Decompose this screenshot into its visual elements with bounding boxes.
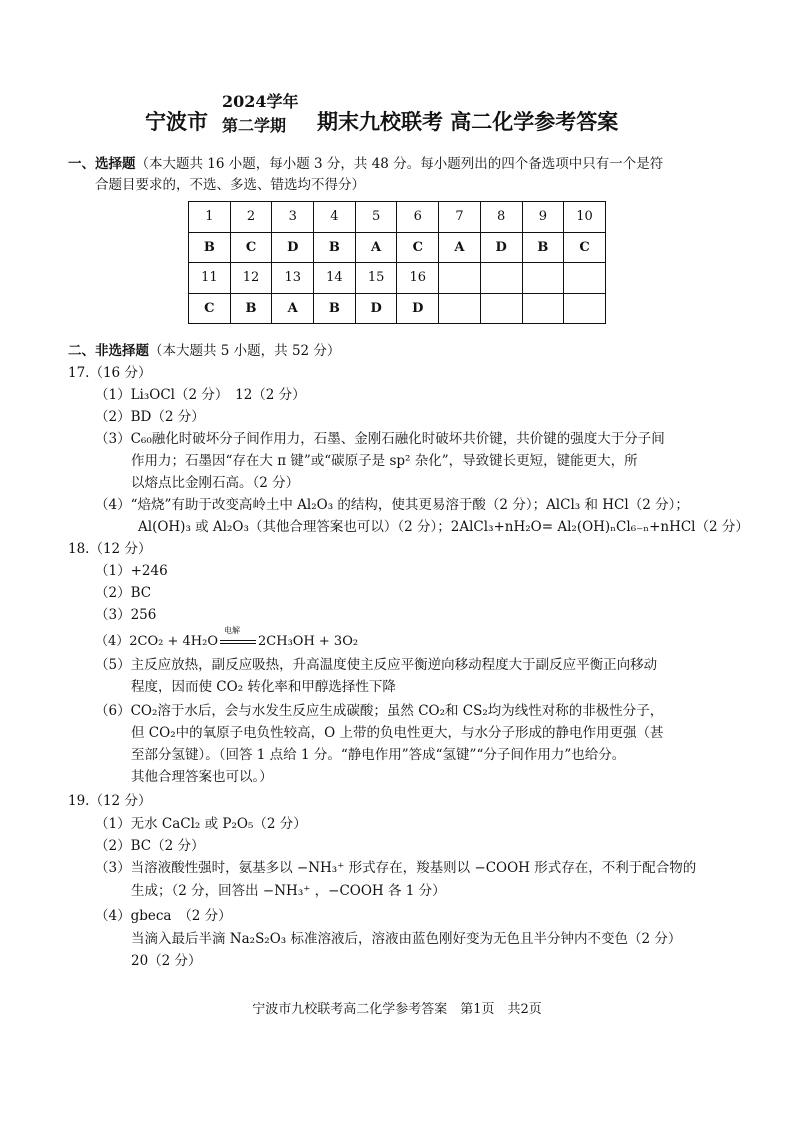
q17-part2: （2）BD（2 分） xyxy=(95,409,205,425)
q17-part3-line1: （3）C₆₀融化时破坏分子间作用力，石墨、金刚石融化时破坏共价键，共价键的强度大于分子间 xyxy=(95,431,665,447)
table-cell: A xyxy=(355,232,397,263)
table-cell: 4 xyxy=(314,202,356,233)
table-cell: 10 xyxy=(564,202,606,233)
section1-line1 xyxy=(68,155,663,173)
table-cell: 14 xyxy=(314,263,356,294)
equation-left: 2CO₂ + 4H₂O xyxy=(129,634,219,649)
q18-header: 18.（12 分） xyxy=(68,541,152,557)
q19-part4-line3: 20（2 分） xyxy=(131,953,202,969)
table-cell: C xyxy=(189,293,231,324)
equation-condition: 电解 xyxy=(224,625,241,635)
table-row-numbers-2 xyxy=(189,263,606,294)
table-cell xyxy=(522,293,564,324)
table-cell: C xyxy=(564,232,606,263)
answer-table xyxy=(188,201,606,324)
q19-part4-line2: 当滴入最后半滴 Na₂S₂O₃ 标准溶液后，溶液由蓝色刚好变为无色且半分钟内不变色（2 分） xyxy=(131,931,682,947)
q18-part3: （3）256 xyxy=(95,607,157,623)
table-cell: B xyxy=(189,232,231,263)
title-city: 宁波市 xyxy=(145,109,208,134)
table-cell: 16 xyxy=(397,263,439,294)
table-cell: C xyxy=(397,232,439,263)
table-cell xyxy=(564,263,606,294)
q18-part6-line2: 但 CO₂中的氧原子电负性较高，O 上带的负电性更大，与水分子形成的静电作用更强（甚 xyxy=(131,725,664,741)
table-cell: 6 xyxy=(397,202,439,233)
table-cell: 8 xyxy=(480,202,522,233)
table-cell: D xyxy=(272,232,314,263)
table-cell xyxy=(439,293,481,324)
table-cell xyxy=(564,293,606,324)
q17-part4-line2: Al(OH)₃ 或 Al₂O₃（其他合理答案也可以）（2 分）；2AlCl₃+nH₂O= Al₂(OH)ₙCl₆₋ₙ+nHCl（2 分） xyxy=(138,519,749,535)
table-cell: 15 xyxy=(355,263,397,294)
title-main: 期末九校联考 高二化学参考答案 xyxy=(317,109,619,134)
section2-desc: （本大题共 5 小题，共 52 分） xyxy=(149,343,341,359)
title-year: 2024学年 xyxy=(222,92,299,111)
section2-line xyxy=(68,342,340,360)
table-cell xyxy=(522,263,564,294)
q17-header: 17.（16 分） xyxy=(68,365,152,381)
table-cell: D xyxy=(355,293,397,324)
table-cell: 12 xyxy=(230,263,272,294)
table-cell: 11 xyxy=(189,263,231,294)
q19-part3-line2: 生成；（2 分，回答出 −NH₃⁺ ，−COOH 各 1 分） xyxy=(131,883,446,899)
table-cell: B xyxy=(230,293,272,324)
table-cell xyxy=(439,263,481,294)
table-cell: 1 xyxy=(189,202,231,233)
table-row-answers-2 xyxy=(189,293,606,324)
table-cell: B xyxy=(314,232,356,263)
q18-part6-line4: 其他合理答案也可以。） xyxy=(131,769,273,785)
q17-part3-line2: 作用力；石墨因“存在大 π 键”或“碳原子是 sp² 杂化”，导致键长更短，键能更大，所 xyxy=(131,453,638,469)
equation-right: 2CH₃OH + 3O₂ xyxy=(258,634,359,649)
page-footer: 宁波市九校联考高二化学参考答案 第1页 共2页 xyxy=(252,1002,542,1017)
q18-part5-line2: 程度，因而使 CO₂ 转化率和甲醇选择性下降 xyxy=(131,679,396,695)
q18-part4-label: （4） xyxy=(95,634,130,649)
table-cell: 13 xyxy=(272,263,314,294)
table-cell: B xyxy=(522,232,564,263)
table-cell: 5 xyxy=(355,202,397,233)
section1-desc-1: （本大题共 16 小题，每小题 3 分，共 48 分。每小题列出的四个备选项中只有一个是符 xyxy=(135,156,664,172)
section2-heading: 二、非选择题 xyxy=(68,343,149,359)
table-row-answers-1 xyxy=(189,232,606,263)
q18-part2: （2）BC xyxy=(95,585,152,601)
q19-part2: （2）BC（2 分） xyxy=(95,838,205,854)
q19-part3-line1: （3）当溶液酸性强时，氨基多以 −NH₃⁺ 形式存在，羧基则以 −COOH 形式存在，不利于配合物的 xyxy=(95,860,697,876)
equals-arrow-icon xyxy=(220,625,256,647)
q18-part6-line3: 至部分氢键）。（回答 1 点给 1 分。“静电作用”答成“氢键”“分子间作用力”也给分。 xyxy=(131,747,626,763)
q18-part4-equation xyxy=(95,625,359,649)
table-cell: 2 xyxy=(230,202,272,233)
table-cell: D xyxy=(397,293,439,324)
table-cell: A xyxy=(439,232,481,263)
title-block xyxy=(0,90,794,150)
q19-part4-line1: （4）gbeca （2 分） xyxy=(95,908,232,924)
table-cell: A xyxy=(272,293,314,324)
q18-part6-line1: （6）CO₂溶于水后，会与水发生反应生成碳酸；虽然 CO₂和 CS₂均为线性对称的非极性分子， xyxy=(95,703,664,719)
section1-heading: 一、选择题 xyxy=(68,156,136,172)
table-cell: 9 xyxy=(522,202,564,233)
q17-part1: （1）Li₃OCl（2 分） 12（2 分） xyxy=(95,387,306,403)
q19-part1: （1）无水 CaCl₂ 或 P₂O₅（2 分） xyxy=(95,816,307,832)
q18-part1: （1）+246 xyxy=(95,563,168,579)
q18-part5-line1: （5）主反应放热，副反应吸热，升高温度使主反应平衡逆向移动程度大于副反应平衡正向移动 xyxy=(95,657,658,673)
q17-part3-line3: 以熔点比金刚石高。（2 分） xyxy=(131,475,300,491)
q19-header: 19.（12 分） xyxy=(68,793,152,809)
title-term: 第二学期 xyxy=(222,116,287,135)
title-year-term xyxy=(222,90,299,138)
table-cell: 7 xyxy=(439,202,481,233)
table-row-numbers-1 xyxy=(189,202,606,233)
table-cell: D xyxy=(480,232,522,263)
table-cell: 3 xyxy=(272,202,314,233)
table-cell xyxy=(480,263,522,294)
table-cell xyxy=(480,293,522,324)
table-cell: C xyxy=(230,232,272,263)
table-cell: B xyxy=(314,293,356,324)
section1-desc-2: 合题目要求的，不选、多选、错选均不得分） xyxy=(95,177,365,193)
q17-part4-line1: （4）“焙烧”有助于改变高岭土中 Al₂O₃ 的结构，使其更易溶于酸（2 分）；AlCl₃ 和 HCl（2 分）； xyxy=(95,497,689,513)
